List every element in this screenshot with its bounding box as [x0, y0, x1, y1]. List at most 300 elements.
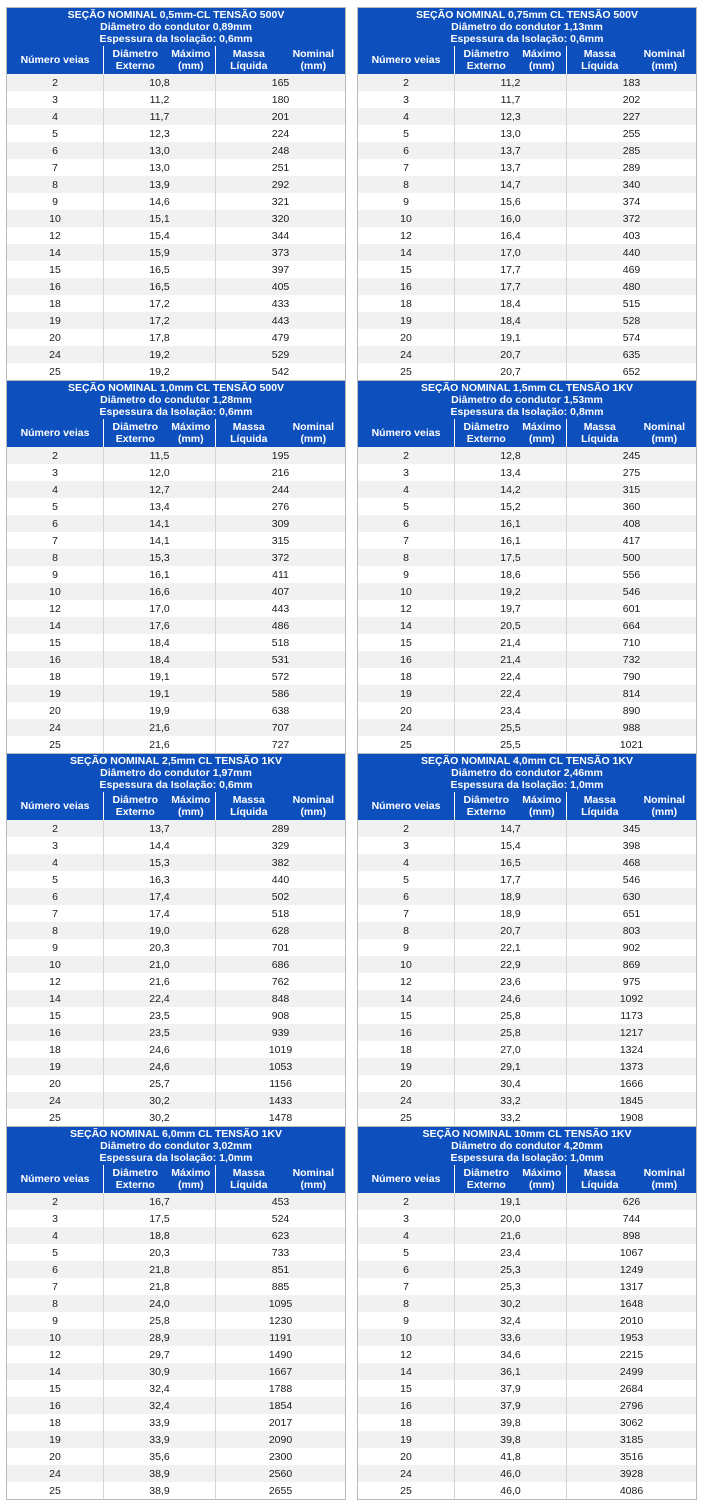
table-row [358, 464, 696, 481]
cell-diametro: 17,8 [103, 329, 215, 346]
cell-diametro: 21,8 [103, 1261, 215, 1278]
table-row [7, 1075, 345, 1092]
table-row [358, 1210, 696, 1227]
table-row [7, 1227, 345, 1244]
cell-numero-veias: 3 [403, 1212, 409, 1225]
cell-diametro: 25,8 [454, 1007, 566, 1024]
cell-massa: 790 [566, 668, 696, 685]
title-line: Espessura da Isolação: 1,0mm [450, 1152, 604, 1165]
cell-massa: 1490 [215, 1346, 345, 1363]
cell-massa: 902 [566, 939, 696, 956]
header-line: Máximo (mm) [522, 793, 562, 818]
cell-diametro: 22,4 [103, 990, 215, 1007]
cell-numero-veias: 9 [52, 568, 58, 581]
cell-numero-veias: 12 [49, 975, 61, 988]
column-header-row [358, 46, 696, 74]
cell-diametro: 17,0 [454, 244, 566, 261]
header-line: Nominal (mm) [292, 47, 334, 72]
cell-numero-veias: 5 [52, 500, 58, 513]
cell-massa: 1788 [215, 1380, 345, 1397]
cell-numero-veias: 2 [52, 1195, 58, 1208]
table-row [7, 939, 345, 956]
cell-massa: 707 [215, 719, 345, 736]
title-line: Diâmetro do condutor 4,20mm [451, 1139, 603, 1152]
cell-diametro: 33,2 [454, 1109, 566, 1126]
cell-numero-veias: 12 [400, 602, 412, 615]
cell-numero-veias: 14 [49, 619, 61, 632]
title-line: Diâmetro do condutor 0,89mm [100, 20, 252, 33]
table-row [358, 91, 696, 108]
cell-diametro: 32,4 [454, 1312, 566, 1329]
cell-diametro: 23,5 [103, 1024, 215, 1041]
cell-numero-veias: 4 [403, 110, 409, 123]
table-row [358, 108, 696, 125]
cell-numero-veias: 15 [49, 1382, 61, 1395]
cell-massa: 469 [566, 261, 696, 278]
cell-massa: 309 [215, 515, 345, 532]
cell-diametro: 14,2 [454, 481, 566, 498]
cell-numero-veias: 5 [403, 127, 409, 140]
header-line: Máximo (mm) [171, 420, 211, 445]
cell-massa: 502 [215, 888, 345, 905]
cell-massa: 727 [215, 736, 345, 753]
cell-diametro: 24,6 [103, 1041, 215, 1058]
cell-diametro: 27,0 [454, 1041, 566, 1058]
table-row [7, 295, 345, 312]
cell-numero-veias: 4 [403, 1229, 409, 1242]
column-header-row [7, 792, 345, 820]
column-header-row [7, 1165, 345, 1193]
cell-massa: 1648 [566, 1295, 696, 1312]
header-massa-liquida [566, 419, 696, 447]
cell-numero-veias: 25 [49, 1111, 61, 1124]
cell-massa: 500 [566, 549, 696, 566]
cell-massa: 443 [215, 312, 345, 329]
title-line: Diâmetro do condutor 2,46mm [451, 766, 603, 779]
table-row [358, 1295, 696, 1312]
cell-diametro: 19,2 [103, 363, 215, 380]
cell-diametro: 19,1 [103, 668, 215, 685]
spec-table [6, 7, 346, 381]
cell-diametro: 23,5 [103, 1007, 215, 1024]
spec-table [357, 380, 697, 754]
cell-massa: 289 [566, 159, 696, 176]
cell-numero-veias: 18 [400, 1416, 412, 1429]
table-row [7, 736, 345, 753]
cell-massa: 275 [566, 464, 696, 481]
title-line: SEÇÃO NOMINAL 0,5mm-CL TENSÃO 500V [67, 8, 285, 21]
cell-massa: 814 [566, 685, 696, 702]
spec-table [357, 753, 697, 1127]
cell-massa: 344 [215, 227, 345, 244]
table-row [7, 854, 345, 871]
cell-numero-veias: 5 [52, 127, 58, 140]
cell-numero-veias: 8 [403, 551, 409, 564]
cell-numero-veias: 20 [49, 704, 61, 717]
table-row [358, 1092, 696, 1109]
table-title [358, 754, 696, 792]
table-row [358, 278, 696, 295]
header-line: Nominal (mm) [643, 793, 685, 818]
cell-numero-veias: 20 [400, 1077, 412, 1090]
header-numero-veias: Número veias [20, 426, 90, 439]
table-row [7, 1363, 345, 1380]
table-row [7, 1397, 345, 1414]
cell-numero-veias: 18 [49, 297, 61, 310]
title-line: Espessura da Isolação: 0,6mm [450, 33, 604, 46]
cell-diametro: 14,6 [103, 193, 215, 210]
table-row [7, 1109, 345, 1126]
cell-diametro: 17,2 [103, 312, 215, 329]
header-massa-liquida [566, 1165, 696, 1193]
header-massa-liquida [566, 46, 696, 74]
table-row [7, 447, 345, 464]
cell-diametro: 23,6 [454, 973, 566, 990]
cell-numero-veias: 7 [403, 907, 409, 920]
cell-massa: 686 [215, 956, 345, 973]
cell-diametro: 33,2 [454, 1092, 566, 1109]
cell-diametro: 37,9 [454, 1380, 566, 1397]
table-row [358, 295, 696, 312]
cell-massa: 372 [566, 210, 696, 227]
cell-diametro: 20,0 [454, 1210, 566, 1227]
cell-diametro: 25,8 [103, 1312, 215, 1329]
header-diametro-externo [103, 46, 215, 74]
spec-table [6, 753, 346, 1127]
cell-massa: 382 [215, 854, 345, 871]
cell-diametro: 14,7 [454, 820, 566, 837]
cell-massa: 479 [215, 329, 345, 346]
cell-massa: 744 [566, 1210, 696, 1227]
header-numero-veias: Número veias [20, 799, 90, 812]
cell-diametro: 12,7 [103, 481, 215, 498]
table-row [358, 176, 696, 193]
table-row [358, 583, 696, 600]
header-diametro-externo [103, 419, 215, 447]
cell-numero-veias: 6 [52, 144, 58, 157]
cell-massa: 276 [215, 498, 345, 515]
cell-massa: 586 [215, 685, 345, 702]
table-title [7, 8, 345, 46]
table-row [7, 1007, 345, 1024]
cell-numero-veias: 18 [400, 1043, 412, 1056]
cell-diametro: 46,0 [454, 1482, 566, 1499]
cell-massa: 3928 [566, 1465, 696, 1482]
table-row [358, 719, 696, 736]
table-row [358, 1227, 696, 1244]
cell-massa: 1173 [566, 1007, 696, 1024]
header-line: Nominal (mm) [643, 47, 685, 72]
cell-diametro: 33,6 [454, 1329, 566, 1346]
cell-numero-veias: 19 [400, 687, 412, 700]
cell-numero-veias: 2 [403, 1195, 409, 1208]
table-row [358, 1312, 696, 1329]
cell-numero-veias: 6 [52, 1263, 58, 1276]
cell-numero-veias: 10 [400, 958, 412, 971]
cell-diametro: 17,4 [103, 888, 215, 905]
cell-diametro: 24,6 [454, 990, 566, 1007]
cell-massa: 1666 [566, 1075, 696, 1092]
table-title [358, 1127, 696, 1165]
header-diametro-externo [103, 792, 215, 820]
header-line: Diâmetro Externo [112, 793, 159, 818]
cell-massa: 1092 [566, 990, 696, 1007]
cell-massa: 315 [215, 532, 345, 549]
table-row [358, 125, 696, 142]
cell-diametro: 30,9 [103, 1363, 215, 1380]
cell-numero-veias: 14 [400, 1365, 412, 1378]
table-row [358, 312, 696, 329]
table-row [358, 939, 696, 956]
table-row [358, 1075, 696, 1092]
cell-diametro: 16,5 [103, 278, 215, 295]
cell-diametro: 18,4 [103, 651, 215, 668]
cell-massa: 255 [566, 125, 696, 142]
cell-diametro: 19,1 [103, 685, 215, 702]
table-row [358, 227, 696, 244]
cell-massa: 245 [566, 447, 696, 464]
cell-diametro: 19,2 [103, 346, 215, 363]
table-row [358, 1397, 696, 1414]
cell-massa: 480 [566, 278, 696, 295]
cell-massa: 202 [566, 91, 696, 108]
cell-numero-veias: 19 [49, 314, 61, 327]
cell-diametro: 12,3 [103, 125, 215, 142]
table-row [358, 702, 696, 719]
cell-massa: 372 [215, 549, 345, 566]
cell-numero-veias: 2 [52, 76, 58, 89]
title-line: Diâmetro do condutor 1,53mm [451, 393, 603, 406]
cell-numero-veias: 14 [400, 246, 412, 259]
table-row [7, 193, 345, 210]
column-header-row [358, 419, 696, 447]
cell-numero-veias: 16 [49, 1399, 61, 1412]
table-row [7, 498, 345, 515]
cell-numero-veias: 4 [403, 856, 409, 869]
header-massa-liquida [215, 792, 345, 820]
cell-diametro: 17,6 [103, 617, 215, 634]
cell-massa: 1845 [566, 1092, 696, 1109]
header-diametro-externo [454, 792, 566, 820]
cell-numero-veias: 6 [403, 890, 409, 903]
cell-massa: 397 [215, 261, 345, 278]
table-row [358, 871, 696, 888]
cell-numero-veias: 4 [52, 110, 58, 123]
cell-massa: 1217 [566, 1024, 696, 1041]
header-massa-liquida [566, 792, 696, 820]
table-row [358, 1193, 696, 1210]
table-row [7, 617, 345, 634]
cell-numero-veias: 10 [400, 585, 412, 598]
cell-diametro: 19,7 [454, 600, 566, 617]
header-numero-veias: Número veias [371, 53, 441, 66]
cell-diametro: 13,7 [454, 159, 566, 176]
table-row [358, 1024, 696, 1041]
cell-numero-veias: 15 [49, 636, 61, 649]
cell-numero-veias: 5 [52, 1246, 58, 1259]
title-line: Diâmetro do condutor 1,28mm [100, 393, 252, 406]
cell-numero-veias: 10 [49, 958, 61, 971]
table-row [358, 1448, 696, 1465]
cell-massa: 1019 [215, 1041, 345, 1058]
cell-diametro: 17,5 [454, 549, 566, 566]
cell-massa: 227 [566, 108, 696, 125]
table-row [7, 973, 345, 990]
header-numero-veias: Número veias [20, 1172, 90, 1185]
cell-massa: 3185 [566, 1431, 696, 1448]
cell-diametro: 21,0 [103, 956, 215, 973]
cell-numero-veias: 10 [49, 1331, 61, 1344]
cell-diametro: 14,4 [103, 837, 215, 854]
cell-massa: 626 [566, 1193, 696, 1210]
title-line: Diâmetro do condutor 1,13mm [451, 20, 603, 33]
cell-massa: 556 [566, 566, 696, 583]
cell-diametro: 18,9 [454, 888, 566, 905]
table-row [358, 1482, 696, 1499]
cell-diametro: 11,2 [103, 91, 215, 108]
cell-numero-veias: 19 [400, 1060, 412, 1073]
cell-numero-veias: 2 [52, 449, 58, 462]
header-diametro-externo [454, 419, 566, 447]
cell-massa: 848 [215, 990, 345, 1007]
cell-numero-veias: 3 [52, 466, 58, 479]
cell-massa: 2684 [566, 1380, 696, 1397]
table-row [358, 210, 696, 227]
cell-massa: 1249 [566, 1261, 696, 1278]
table-row [358, 549, 696, 566]
cell-numero-veias: 10 [400, 1331, 412, 1344]
cell-diametro: 18,8 [103, 1227, 215, 1244]
table-row [358, 922, 696, 939]
cell-numero-veias: 24 [49, 721, 61, 734]
cell-numero-veias: 25 [49, 738, 61, 751]
cell-numero-veias: 14 [400, 619, 412, 632]
header-line: Diâmetro Externo [463, 793, 510, 818]
cell-massa: 321 [215, 193, 345, 210]
cell-numero-veias: 7 [52, 1280, 58, 1293]
cell-diametro: 19,1 [454, 1193, 566, 1210]
cell-numero-veias: 20 [49, 331, 61, 344]
header-line: Massa Líquida [230, 47, 268, 72]
table-row [358, 820, 696, 837]
cell-diametro: 17,4 [103, 905, 215, 922]
cell-massa: 630 [566, 888, 696, 905]
table-row [358, 515, 696, 532]
cell-massa: 1317 [566, 1278, 696, 1295]
table-row [7, 1244, 345, 1261]
cell-diametro: 32,4 [103, 1397, 215, 1414]
cell-diametro: 19,1 [454, 329, 566, 346]
table-row [7, 702, 345, 719]
cell-numero-veias: 18 [49, 670, 61, 683]
header-numero-veias: Número veias [371, 1172, 441, 1185]
cell-numero-veias: 25 [400, 1484, 412, 1497]
table-row [7, 108, 345, 125]
table-row [358, 1431, 696, 1448]
table-title [7, 1127, 345, 1165]
cell-diametro: 12,8 [454, 447, 566, 464]
header-line: Máximo (mm) [522, 1166, 562, 1191]
cell-numero-veias: 20 [49, 1450, 61, 1463]
cell-numero-veias: 16 [400, 1399, 412, 1412]
cell-numero-veias: 9 [403, 568, 409, 581]
cell-massa: 1854 [215, 1397, 345, 1414]
table-row [358, 617, 696, 634]
cell-massa: 2560 [215, 1465, 345, 1482]
cell-diametro: 24,6 [103, 1058, 215, 1075]
cell-numero-veias: 18 [49, 1043, 61, 1056]
cell-diametro: 30,4 [454, 1075, 566, 1092]
header-diametro-externo [454, 1165, 566, 1193]
table-row [358, 634, 696, 651]
cell-massa: 244 [215, 481, 345, 498]
cell-numero-veias: 6 [403, 1263, 409, 1276]
cell-diametro: 38,9 [103, 1465, 215, 1482]
cell-numero-veias: 16 [400, 280, 412, 293]
cell-massa: 453 [215, 1193, 345, 1210]
table-row [7, 888, 345, 905]
table-row [7, 1210, 345, 1227]
cell-diametro: 10,8 [103, 74, 215, 91]
cell-numero-veias: 5 [403, 873, 409, 886]
cell-numero-veias: 8 [52, 551, 58, 564]
cell-diametro: 25,5 [454, 736, 566, 753]
title-line: SEÇÃO NOMINAL 6,0mm CL TENSÃO 1KV [70, 1127, 282, 1140]
cell-diametro: 21,6 [103, 973, 215, 990]
table-row [7, 719, 345, 736]
table-row [358, 329, 696, 346]
title-line: Espessura da Isolação: 1,0mm [450, 779, 604, 792]
cell-massa: 1095 [215, 1295, 345, 1312]
cell-diametro: 35,6 [103, 1448, 215, 1465]
table-row [7, 346, 345, 363]
cell-massa: 638 [215, 702, 345, 719]
cell-diametro: 17,7 [454, 278, 566, 295]
cell-diametro: 13,7 [454, 142, 566, 159]
cell-numero-veias: 5 [52, 873, 58, 886]
cell-diametro: 16,5 [103, 261, 215, 278]
table-row [7, 176, 345, 193]
cell-diametro: 23,4 [454, 702, 566, 719]
cell-numero-veias: 3 [403, 93, 409, 106]
cell-numero-veias: 7 [52, 907, 58, 920]
cell-numero-veias: 19 [49, 1433, 61, 1446]
title-line: SEÇÃO NOMINAL 1,5mm CL TENSÃO 1KV [421, 381, 633, 394]
table-row [7, 261, 345, 278]
cell-diametro: 20,3 [103, 939, 215, 956]
cell-massa: 195 [215, 447, 345, 464]
cell-diametro: 22,4 [454, 668, 566, 685]
table-row [7, 1092, 345, 1109]
cell-numero-veias: 9 [52, 941, 58, 954]
cell-diametro: 36,1 [454, 1363, 566, 1380]
cell-diametro: 14,7 [454, 176, 566, 193]
cell-diametro: 13,7 [103, 820, 215, 837]
table-row [7, 1448, 345, 1465]
cell-numero-veias: 7 [52, 534, 58, 547]
cell-massa: 546 [566, 871, 696, 888]
cell-numero-veias: 16 [49, 1026, 61, 1039]
table-row [358, 1380, 696, 1397]
cell-massa: 2796 [566, 1397, 696, 1414]
table-row [358, 854, 696, 871]
cell-massa: 1433 [215, 1092, 345, 1109]
table-row [7, 159, 345, 176]
table-row [358, 956, 696, 973]
header-numero-veias: Número veias [371, 799, 441, 812]
table-row [358, 888, 696, 905]
cell-diametro: 18,6 [454, 566, 566, 583]
